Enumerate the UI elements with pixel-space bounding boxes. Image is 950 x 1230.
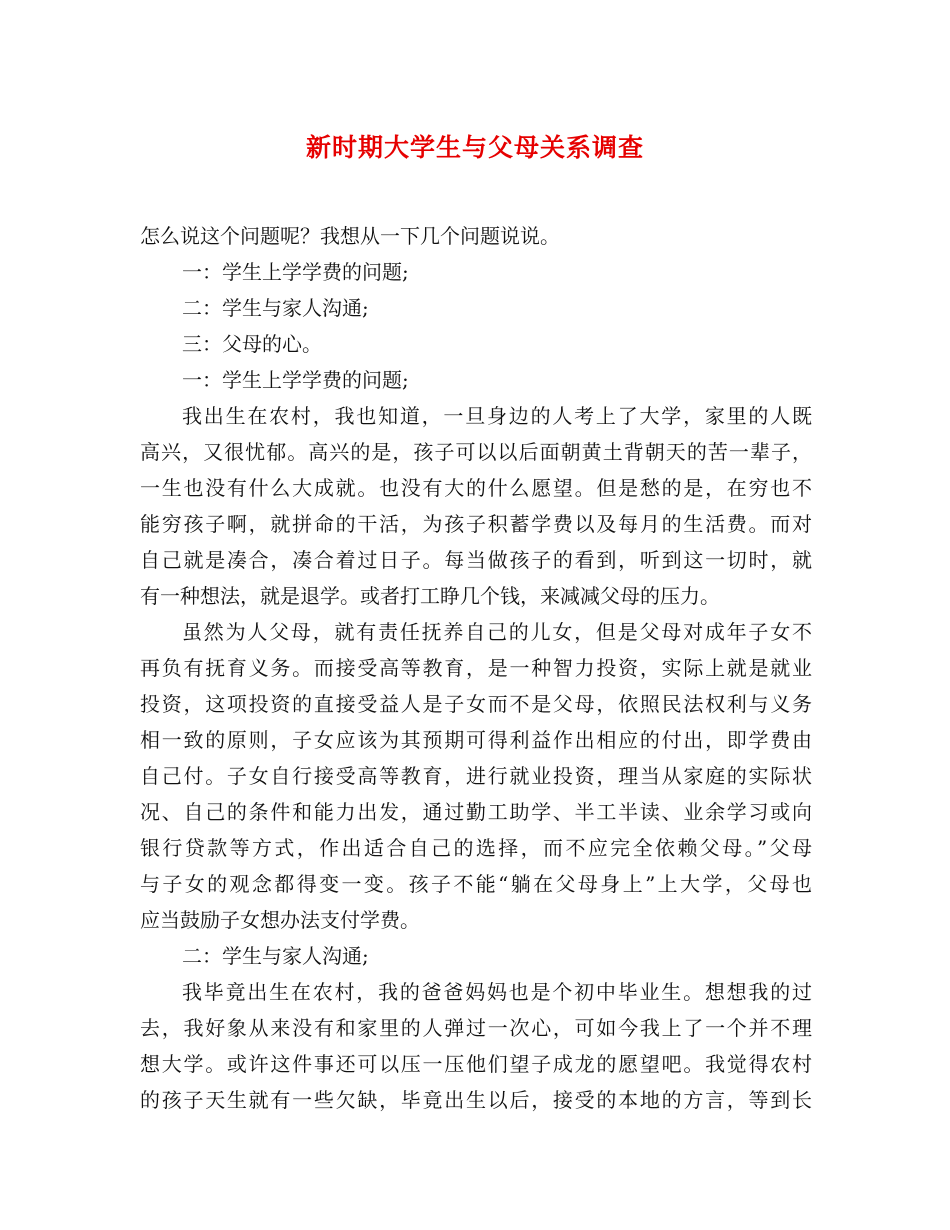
paragraph-line: 再负有抚育义务。而接受高等教育，是一种智力投资，实际上就是就业 xyxy=(140,656,812,680)
paragraph-line: 银行贷款等方式，作出适合自己的选择，而不应完全依赖父母。”父母 xyxy=(140,836,812,860)
paragraph-line: 想大学。或许这件事还可以压一压他们望子成龙的愿望吧。我觉得农村 xyxy=(140,1052,812,1076)
document-title: 新时期大学生与父母关系调查 xyxy=(305,133,644,162)
paragraph-line: 去，我好象从来没有和家里的人弹过一次心，可如今我上了一个并不理 xyxy=(140,1016,812,1040)
paragraph-line: 我毕竟出生在农村，我的爸爸妈妈也是个初中毕业生。想想我的过 xyxy=(182,980,812,1004)
paragraph-line: 怎么说这个问题呢？我想从一下几个问题说说。 xyxy=(140,224,560,248)
outline-item: 二：学生与家人沟通; xyxy=(182,296,369,320)
paragraph-line: 高兴，又很忧郁。高兴的是，孩子可以以后面朝黄土背朝天的苦一辈子， xyxy=(140,440,812,464)
paragraph-line: 相一致的原则，子女应该为其预期可得利益作出相应的付出，即学费由 xyxy=(140,728,812,752)
outline-item: 一：学生上学学费的问题; xyxy=(182,260,409,284)
paragraph-line: 的孩子天生就有一些欠缺，毕竟出生以后，接受的本地的方言，等到长 xyxy=(140,1088,812,1112)
document-body xyxy=(140,218,812,1118)
paragraph-line: 况、自己的条件和能力出发，通过勤工助学、半工半读、业余学习或向 xyxy=(140,800,812,824)
paragraph-line: 一生也没有什么大成就。也没有大的什么愿望。但是愁的是，在穷也不 xyxy=(140,476,812,500)
paragraph-line: 能穷孩子啊，就拼命的干活，为孩子积蓄学费以及每月的生活费。而对 xyxy=(140,512,812,536)
paragraph-line: 虽然为人父母，就有责任抚养自己的儿女，但是父母对成年子女不 xyxy=(182,620,812,644)
section-heading: 一：学生上学学费的问题; xyxy=(182,368,409,392)
outline-item: 三：父母的心。 xyxy=(182,332,322,356)
paragraph-line: 应当鼓励子女想办法支付学费。 xyxy=(140,908,420,932)
paragraph-line: 我出生在农村，我也知道，一旦身边的人考上了大学，家里的人既 xyxy=(182,404,812,428)
paragraph-line: 与子女的观念都得变一变。孩子不能“躺在父母身上”上大学，父母也 xyxy=(140,872,812,896)
paragraph-line: 自己付。子女自行接受高等教育，进行就业投资，理当从家庭的实际状 xyxy=(140,764,812,788)
paragraph-line: 自己就是凑合，凑合着过日子。每当做孩子的看到，听到这一切时，就 xyxy=(140,548,812,572)
paragraph-line: 有一种想法，就是退学。或者打工睁几个钱，来减减父母的压力。 xyxy=(140,584,720,608)
paragraph-line: 投资，这项投资的直接受益人是子女而不是父母，依照民法权利与义务 xyxy=(140,692,812,716)
section-heading: 二：学生与家人沟通; xyxy=(182,944,369,968)
